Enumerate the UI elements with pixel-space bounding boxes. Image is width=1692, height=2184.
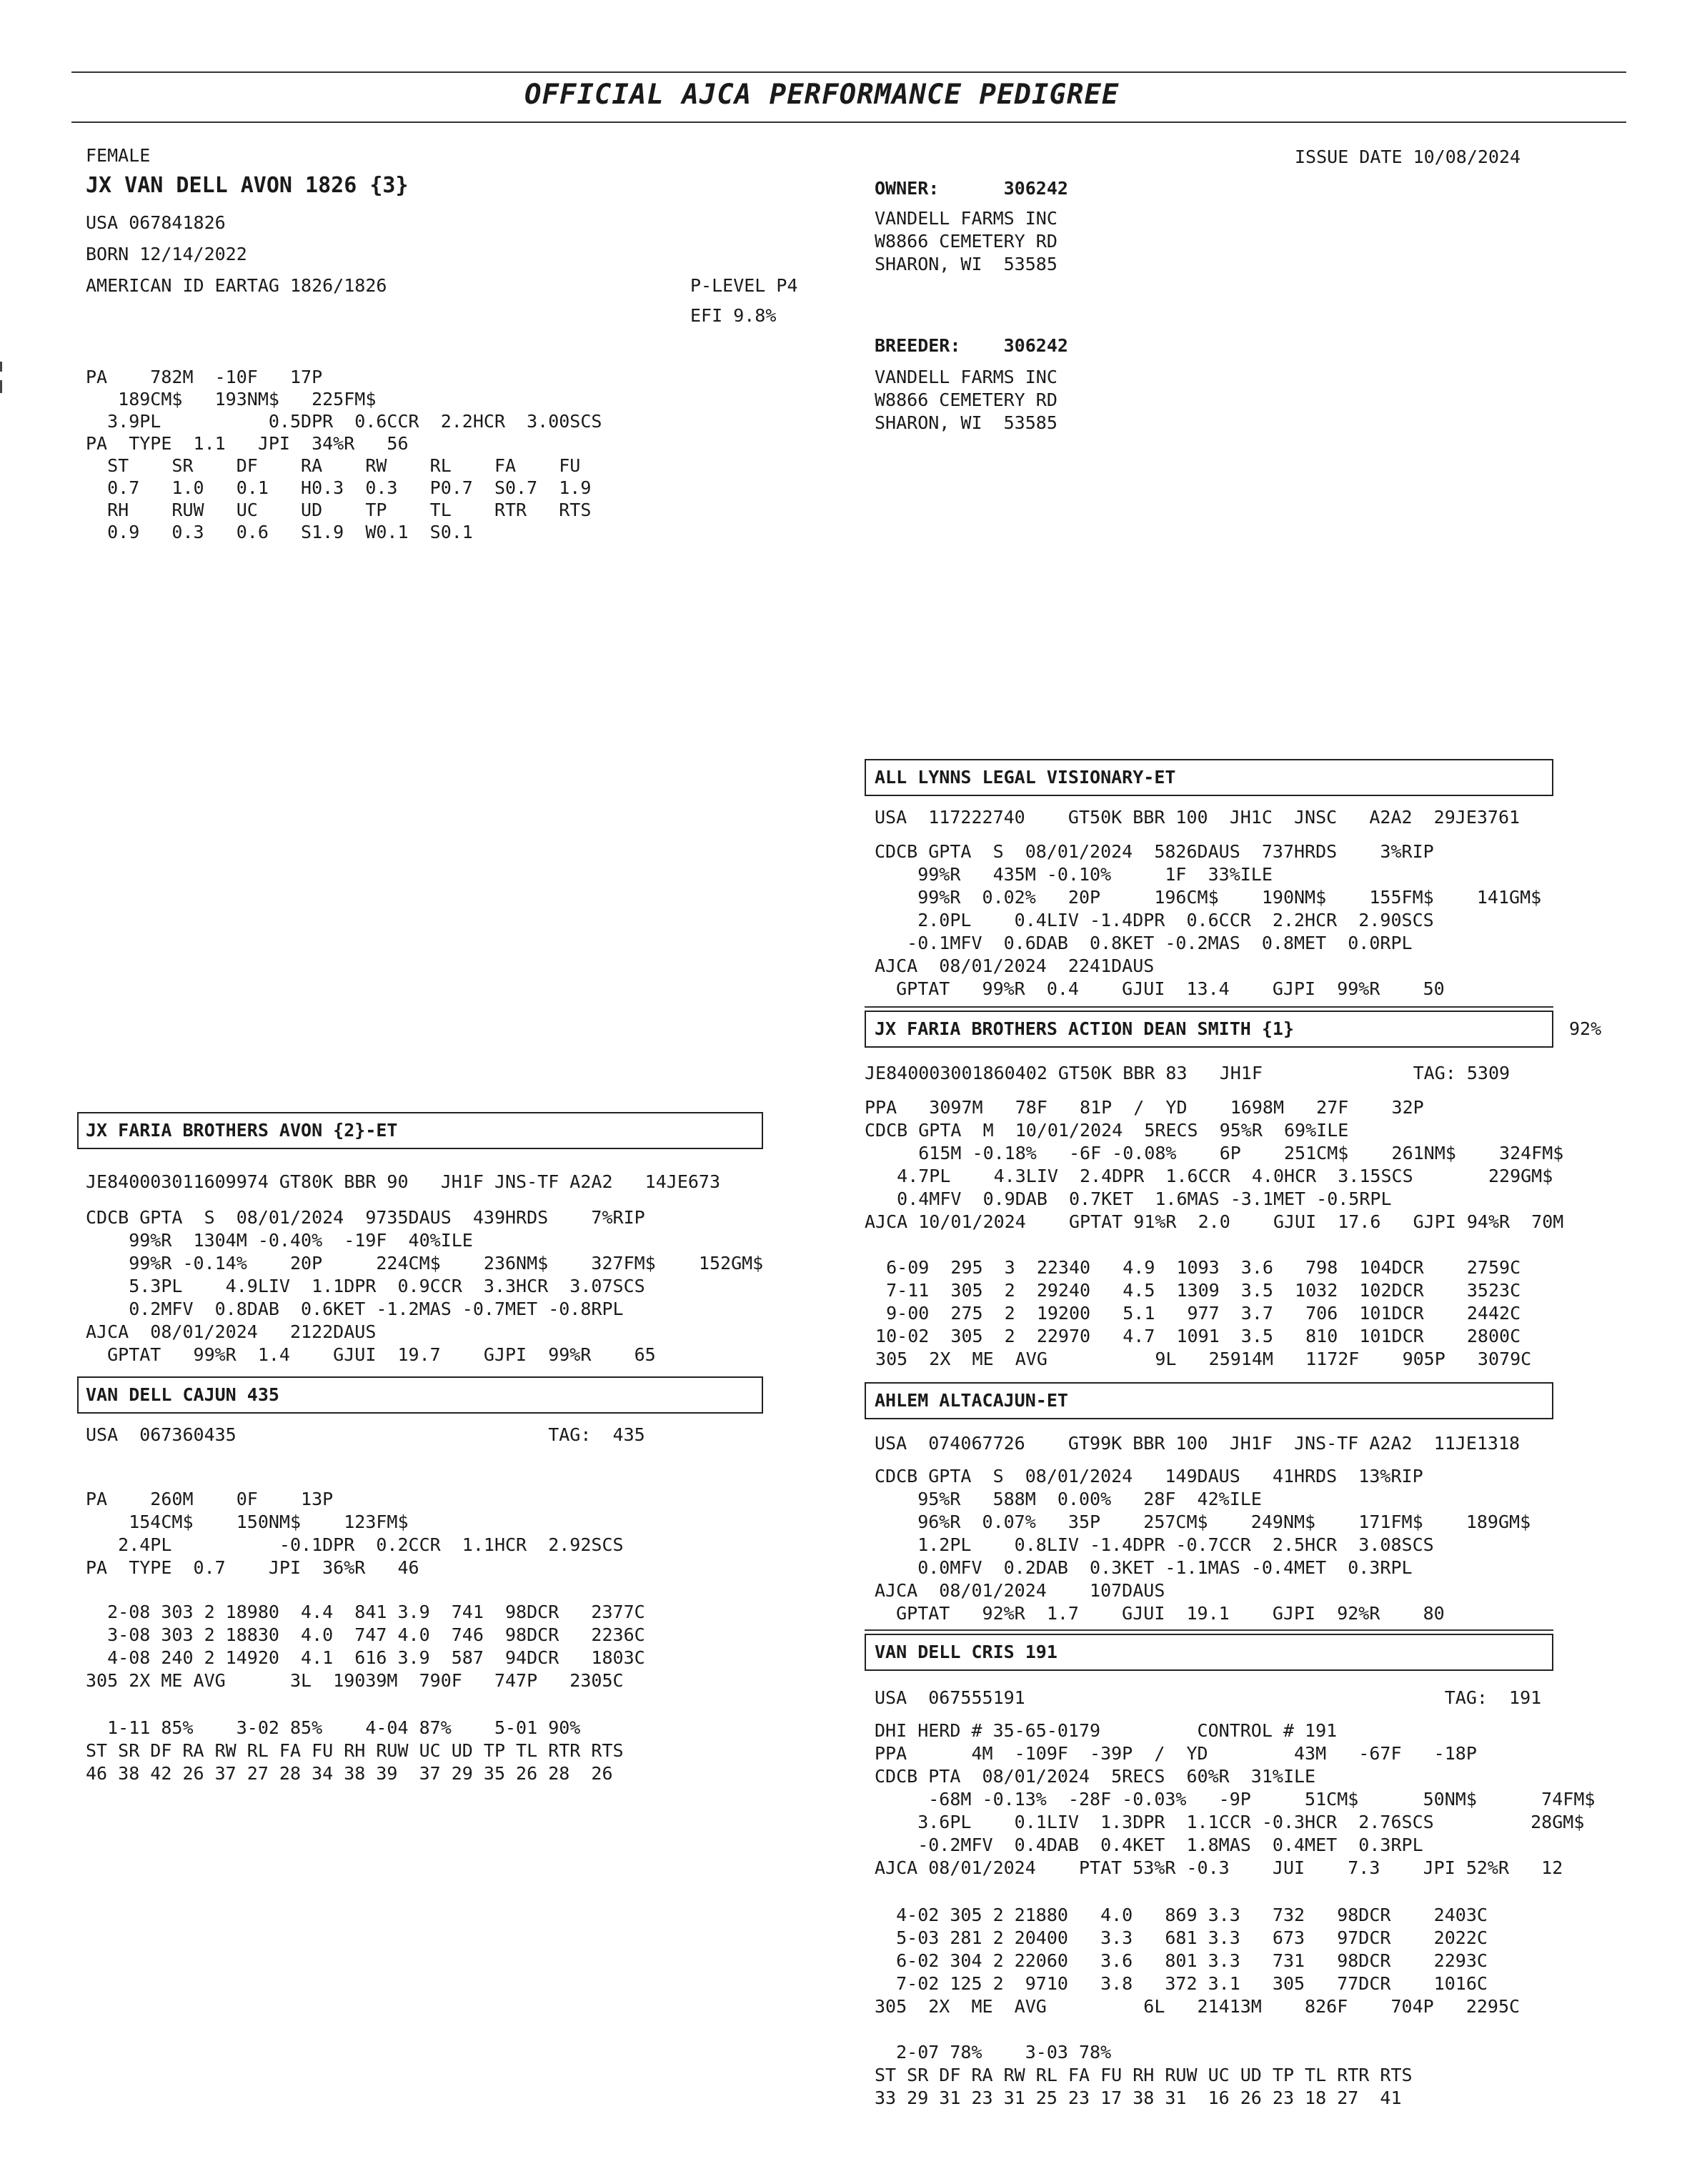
sire-name: JX FARIA BROTHERS AVON {2}-ET [86, 1120, 398, 1141]
margin-mark [0, 362, 2, 372]
animal-born: BORN 12/14/2022 [86, 244, 247, 264]
sire-sire-divider [865, 1006, 1553, 1008]
dam-dam-line: DHI HERD # 35-65-0179 CONTROL # 191 [875, 1720, 1338, 1741]
dam-line: 305 2X ME AVG 3L 19039M 790F 747P 2305C [86, 1670, 624, 1691]
dam-dam-line: CDCB PTA 08/01/2024 5RECS 60%R 31%ILE [875, 1766, 1316, 1787]
breeder-line: SHARON, WI 53585 [875, 412, 1058, 433]
sire-dam-line: 0.4MFV 0.9DAB 0.7KET 1.6MAS -3.1MET -0.5RPL [865, 1188, 1392, 1209]
dam-line: USA 067360435 TAG: 435 [86, 1424, 645, 1445]
owner-line: SHARON, WI 53585 [875, 254, 1058, 274]
sire-dam-line: 6-09 295 3 22340 4.9 1093 3.6 798 104DCR 2759C [865, 1257, 1521, 1278]
breeder-label: BREEDER: 306242 [875, 335, 1068, 356]
sire-dam-line: PPA 3097M 78F 81P / YD 1698M 27F 32P [865, 1097, 1424, 1118]
sire-line: CDCB GPTA S 08/01/2024 9735DAUS 439HRDS 7%RIP [86, 1207, 645, 1228]
breeder-line: VANDELL FARMS INC [875, 367, 1058, 387]
sire-dam-line: 10-02 305 2 22970 4.7 1091 3.5 810 101DCR 2800C [865, 1326, 1521, 1346]
dam-dam-line: -0.2MFV 0.4DAB 0.4KET 1.8MAS 0.4MET 0.3RPL [875, 1835, 1423, 1855]
animal-pa-line: 189CM$ 193NM$ 225FM$ [86, 389, 377, 409]
animal-name: JX VAN DELL AVON 1826 {3} [86, 173, 409, 198]
dam-dam-line: USA 067555191 TAG: 191 [875, 1687, 1542, 1708]
animal-efi: EFI 9.8% [690, 305, 777, 326]
dam-dam-line: 5-03 281 2 20400 3.3 681 3.3 673 97DCR 2022C [875, 1927, 1488, 1948]
dam-dam-line: 33 29 31 23 31 25 23 17 38 31 16 26 23 18 27 41 [875, 2088, 1402, 2108]
sire-dam-line: JE840003001860402 GT50K BBR 83 JH1F TAG: 5309 [865, 1063, 1511, 1083]
animal-pa-line: PA TYPE 1.1 JPI 34%R 56 [86, 433, 409, 454]
dam-dam-line: 4-02 305 2 21880 4.0 869 3.3 732 98DCR 2403C [875, 1905, 1488, 1925]
sire-sire-line: 2.0PL 0.4LIV -1.4DPR 0.6CCR 2.2HCR 2.90SCS [875, 910, 1434, 930]
dam-line: 2.4PL -0.1DPR 0.2CCR 1.1HCR 2.92SCS [86, 1534, 624, 1555]
sire-dam-name: JX FARIA BROTHERS ACTION DEAN SMITH {1} [875, 1018, 1294, 1039]
dam-line: PA TYPE 0.7 JPI 36%R 46 [86, 1557, 419, 1578]
header-bottom-rule [71, 121, 1626, 123]
animal-pa-line: ST SR DF RA RW RL FA FU [86, 455, 581, 476]
page-title: OFFICIAL AJCA PERFORMANCE PEDIGREE [524, 79, 1120, 111]
sire-sire-name: ALL LYNNS LEGAL VISIONARY-ET [875, 767, 1176, 788]
sire-dam-line: CDCB GPTA M 10/01/2024 5RECS 95%R 69%ILE [865, 1120, 1349, 1141]
animal-id: USA 067841826 [86, 212, 226, 233]
animal-american-id: AMERICAN ID EARTAG 1826/1826 [86, 275, 387, 296]
sire-line: 99%R -0.14% 20P 224CM$ 236NM$ 327FM$ 152GM$ [86, 1253, 764, 1274]
dam-dam-line: 305 2X ME AVG 6L 21413M 826F 704P 2295C [875, 1996, 1521, 2017]
sire-dam-line: 7-11 305 2 29240 4.5 1309 3.5 1032 102DCR 3523C [865, 1280, 1521, 1301]
sire-line: GPTAT 99%R 1.4 GJUI 19.7 GJPI 99%R 65 [86, 1344, 656, 1365]
dam-dam-line: 6-02 304 2 22060 3.6 801 3.3 731 98DCR 2293C [875, 1950, 1488, 1971]
sire-dam-line: 9-00 275 2 19200 5.1 977 3.7 706 101DCR 2442C [865, 1303, 1521, 1324]
dam-line: 3-08 303 2 18830 4.0 747 4.0 746 98DCR 2236C [86, 1624, 645, 1645]
margin-mark [0, 380, 2, 393]
animal-pa-line: 3.9PL 0.5DPR 0.6CCR 2.2HCR 3.00SCS [86, 411, 602, 432]
dam-line: 4-08 240 2 14920 4.1 616 3.9 587 94DCR 1803C [86, 1647, 645, 1668]
dam-dam-line: 7-02 125 2 9710 3.8 372 3.1 305 77DCR 1016C [875, 1973, 1488, 1994]
dam-sire-line: AJCA 08/01/2024 107DAUS [875, 1580, 1165, 1601]
sire-line: AJCA 08/01/2024 2122DAUS [86, 1321, 377, 1342]
sire-dam-line: 615M -0.18% -6F -0.08% 6P 251CM$ 261NM$ 324FM$ [865, 1143, 1564, 1163]
dam-sire-line: 0.0MFV 0.2DAB 0.3KET -1.1MAS -0.4MET 0.3RPL [875, 1557, 1413, 1578]
dam-dam-line: -68M -0.13% -28F -0.03% -9P 51CM$ 50NM$ 74FM$ [875, 1789, 1596, 1810]
owner-line: VANDELL FARMS INC [875, 208, 1058, 229]
dam-dam-line: ST SR DF RA RW RL FA FU RH RUW UC UD TP TL RTR RTS [875, 2065, 1413, 2085]
sire-line: 0.2MFV 0.8DAB 0.6KET -1.2MAS -0.7MET -0.8RPL [86, 1299, 624, 1319]
sire-sire-line: USA 117222740 GT50K BBR 100 JH1C JNSC A2A2 29JE3761 [875, 807, 1521, 828]
sire-line: JE840003011609974 GT80K BBR 90 JH1F JNS-TF A2A2 14JE673 [86, 1171, 721, 1192]
dam-line: 2-08 303 2 18980 4.4 841 3.9 741 98DCR 2377C [86, 1602, 645, 1622]
dam-dam-line: 3.6PL 0.1LIV 1.3DPR 1.1CCR -0.3HCR 2.76SCS 28GM$ [875, 1812, 1585, 1832]
sire-line: 99%R 1304M -0.40% -19F 40%ILE [86, 1230, 473, 1251]
sire-dam-line: 305 2X ME AVG 9L 25914M 1172F 905P 3079C [865, 1349, 1532, 1369]
sire-sire-line: 99%R 0.02% 20P 196CM$ 190NM$ 155FM$ 141GM$ [875, 887, 1542, 908]
sire-sire-line: AJCA 08/01/2024 2241DAUS [875, 955, 1155, 976]
sire-sire-line: CDCB GPTA S 08/01/2024 5826DAUS 737HRDS 3%RIP [875, 841, 1434, 862]
dam-line: ST SR DF RA RW RL FA FU RH RUW UC UD TP TL RTR RTS [86, 1740, 624, 1761]
animal-sex: FEMALE [86, 145, 151, 166]
breeder-line: W8866 CEMETERY RD [875, 389, 1058, 410]
dam-sire-line: 95%R 588M 0.00% 28F 42%ILE [875, 1489, 1262, 1509]
owner-line: W8866 CEMETERY RD [875, 231, 1058, 252]
issue-date: ISSUE DATE 10/08/2024 [1295, 147, 1521, 167]
sire-sire-line: GPTAT 99%R 0.4 GJUI 13.4 GJPI 99%R 50 [875, 978, 1445, 999]
animal-pa-line: PA 782M -10F 17P [86, 367, 323, 387]
dam-sire-name: AHLEM ALTACAJUN-ET [875, 1390, 1068, 1411]
dam-line: 154CM$ 150NM$ 123FM$ [86, 1512, 409, 1532]
dam-sire-line: 1.2PL 0.8LIV -1.4DPR -0.7CCR 2.5HCR 3.08SCS [875, 1534, 1434, 1555]
dam-dam-line: PPA 4M -109F -39P / YD 43M -67F -18P [875, 1743, 1477, 1764]
dam-dam-line: 2-07 78% 3-03 78% [875, 2042, 1112, 2063]
dam-dam-line: AJCA 08/01/2024 PTAT 53%R -0.3 JUI 7.3 JPI 52%R 12 [875, 1857, 1563, 1878]
dam-sire-line: 96%R 0.07% 35P 257CM$ 249NM$ 171FM$ 189GM$ [875, 1512, 1531, 1532]
sire-dam-pct: 92% [1569, 1018, 1602, 1039]
dam-name: VAN DELL CAJUN 435 [86, 1384, 279, 1405]
dam-sire-line: GPTAT 92%R 1.7 GJUI 19.1 GJPI 92%R 80 [875, 1603, 1445, 1624]
animal-pa-line: 0.9 0.3 0.6 S1.9 W0.1 S0.1 [86, 522, 473, 542]
dam-sire-divider [865, 1629, 1553, 1631]
dam-line: 1-11 85% 3-02 85% 4-04 87% 5-01 90% [86, 1717, 581, 1738]
dam-sire-line: USA 074067726 GT99K BBR 100 JH1F JNS-TF A2A2 11JE1318 [875, 1433, 1521, 1454]
sire-dam-line: AJCA 10/01/2024 GPTAT 91%R 2.0 GJUI 17.6 GJPI 94%R 70M [865, 1211, 1564, 1232]
dam-sire-line: CDCB GPTA S 08/01/2024 149DAUS 41HRDS 13%RIP [875, 1466, 1423, 1486]
dam-line: PA 260M 0F 13P [86, 1489, 334, 1509]
animal-p-level: P-LEVEL P4 [690, 275, 798, 296]
animal-pa-line: 0.7 1.0 0.1 H0.3 0.3 P0.7 S0.7 1.9 [86, 477, 592, 498]
animal-pa-line: RH RUW UC UD TP TL RTR RTS [86, 500, 592, 520]
sire-sire-line: 99%R 435M -0.10% 1F 33%ILE [875, 864, 1273, 885]
sire-line: 5.3PL 4.9LIV 1.1DPR 0.9CCR 3.3HCR 3.07SCS [86, 1276, 645, 1296]
dam-line: 46 38 42 26 37 27 28 34 38 39 37 29 35 26 28 26 [86, 1763, 613, 1784]
sire-sire-line: -0.1MFV 0.6DAB 0.8KET -0.2MAS 0.8MET 0.0RPL [875, 933, 1413, 953]
header-top-rule [71, 71, 1626, 73]
dam-dam-name: VAN DELL CRIS 191 [875, 1642, 1058, 1662]
owner-label: OWNER: 306242 [875, 178, 1068, 199]
sire-dam-line: 4.7PL 4.3LIV 2.4DPR 1.6CCR 4.0HCR 3.15SCS 229GM$ [865, 1166, 1553, 1186]
